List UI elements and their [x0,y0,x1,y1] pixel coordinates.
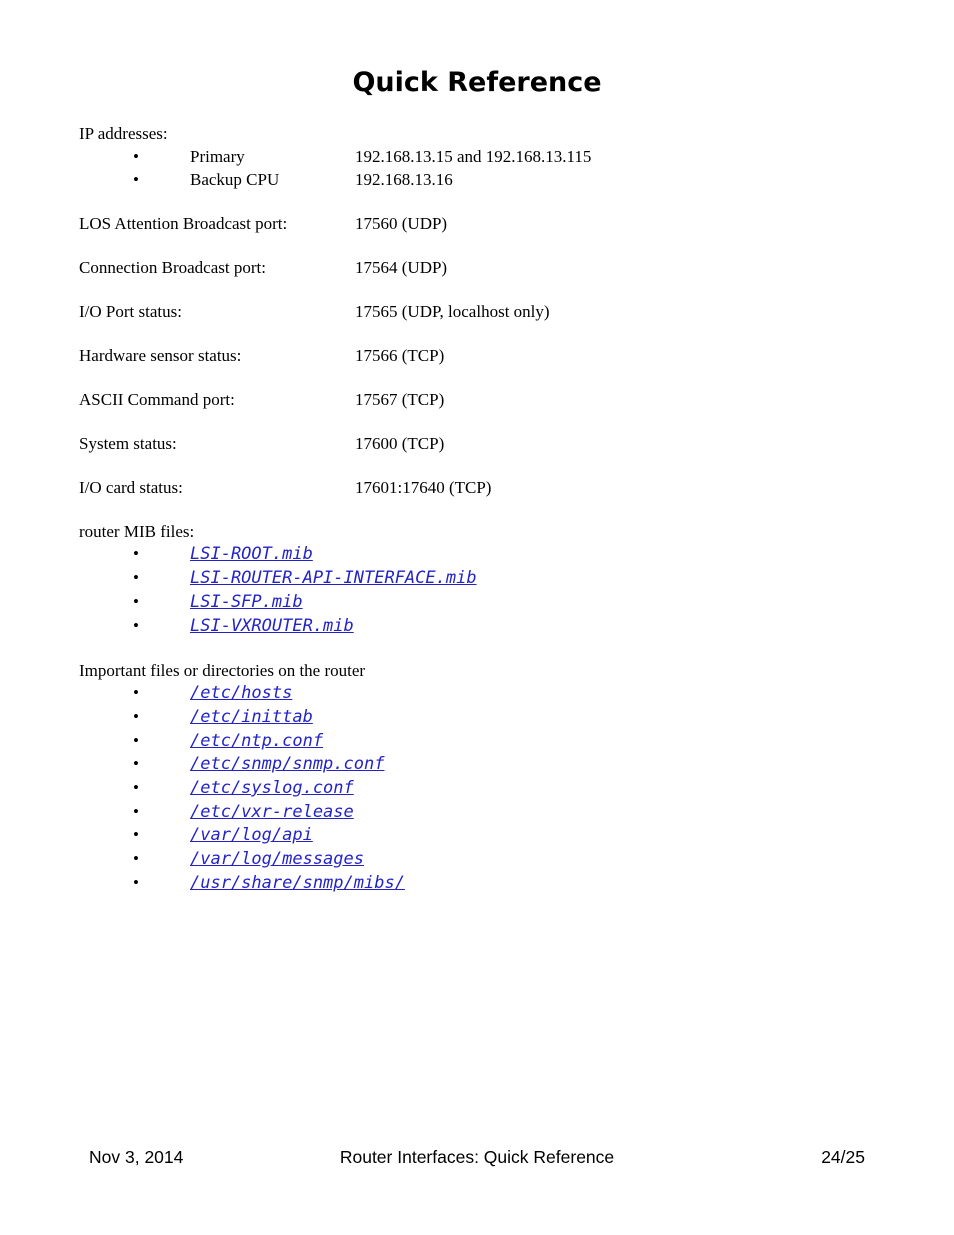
port-label: System status: [79,434,177,453]
mib-file-link[interactable]: LSI-VXROUTER.mib [190,616,354,636]
port-value: 17566 (TCP) [355,346,445,365]
footer-title: Router Interfaces: Quick Reference [339,1147,615,1167]
list-item [0,871,954,895]
ip-item-backup-cpu [0,168,954,192]
ip-item-label: Backup CPU [190,170,280,189]
ip-addresses-heading: IP addresses: [79,124,168,143]
port-label: I/O card status: [79,478,183,497]
bullet-icon: • [133,683,139,702]
port-label: Hardware sensor status: [79,346,242,365]
port-label: ASCII Command port: [79,390,235,409]
port-label: Connection Broadcast port: [79,258,266,277]
list-item [0,752,954,776]
list-item [0,566,954,590]
list-item [0,823,954,847]
list-item [0,800,954,824]
ip-item-value: 192.168.13.15 and 192.168.13.115 [355,147,592,166]
port-label: LOS Attention Broadcast port: [79,214,288,233]
ip-item-primary [0,145,954,169]
list-item [0,590,954,614]
port-value: 17601:17640 (TCP) [355,478,492,497]
port-value: 17567 (TCP) [355,390,445,409]
bullet-icon: • [133,778,139,797]
mib-file-link[interactable]: LSI-ROUTER-API-INTERFACE.mib [190,568,477,588]
file-path-link[interactable]: /etc/syslog.conf [190,778,354,798]
port-value: 17565 (UDP, localhost only) [355,302,550,321]
bullet-icon: • [133,616,139,635]
list-item [0,681,954,705]
bullet-icon: • [133,147,139,166]
list-item [0,729,954,753]
bullet-icon: • [133,802,139,821]
port-value: 17564 (UDP) [355,258,448,277]
file-path-link[interactable]: /etc/snmp/snmp.conf [190,754,385,774]
file-path-link[interactable]: /etc/hosts [190,683,293,703]
file-path-link[interactable]: /etc/ntp.conf [190,731,324,751]
bullet-icon: • [133,754,139,773]
list-item [0,847,954,871]
port-label: I/O Port status: [79,302,182,321]
mib-file-link[interactable]: LSI-ROOT.mib [190,544,313,564]
footer-date: Nov 3, 2014 [89,1147,184,1167]
bullet-icon: • [133,544,139,563]
page-title: Quick Reference [352,67,602,98]
bullet-icon: • [133,873,139,892]
footer-page-number: 24/25 [821,1147,865,1167]
bullet-icon: • [133,707,139,726]
file-path-link[interactable]: /var/log/messages [190,849,364,869]
port-value: 17560 (UDP) [355,214,448,233]
file-path-link[interactable]: /var/log/api [190,825,313,845]
ip-item-label: Primary [190,147,245,166]
important-files-heading: Important files or directories on the router [79,661,366,680]
file-path-link[interactable]: /usr/share/snmp/mibs/ [190,873,405,893]
bullet-icon: • [133,731,139,750]
bullet-icon: • [133,568,139,587]
file-path-link[interactable]: /etc/vxr-release [190,802,354,822]
list-item [0,705,954,729]
mib-files-heading: router MIB files: [79,522,195,541]
bullet-icon: • [133,170,139,189]
mib-file-link[interactable]: LSI-SFP.mib [190,592,303,612]
list-item [0,614,954,638]
list-item [0,542,954,566]
port-value: 17600 (TCP) [355,434,445,453]
bullet-icon: • [133,849,139,868]
ip-item-value: 192.168.13.16 [355,170,453,189]
bullet-icon: • [133,592,139,611]
file-path-link[interactable]: /etc/inittab [190,707,313,727]
list-item [0,776,954,800]
bullet-icon: • [133,825,139,844]
